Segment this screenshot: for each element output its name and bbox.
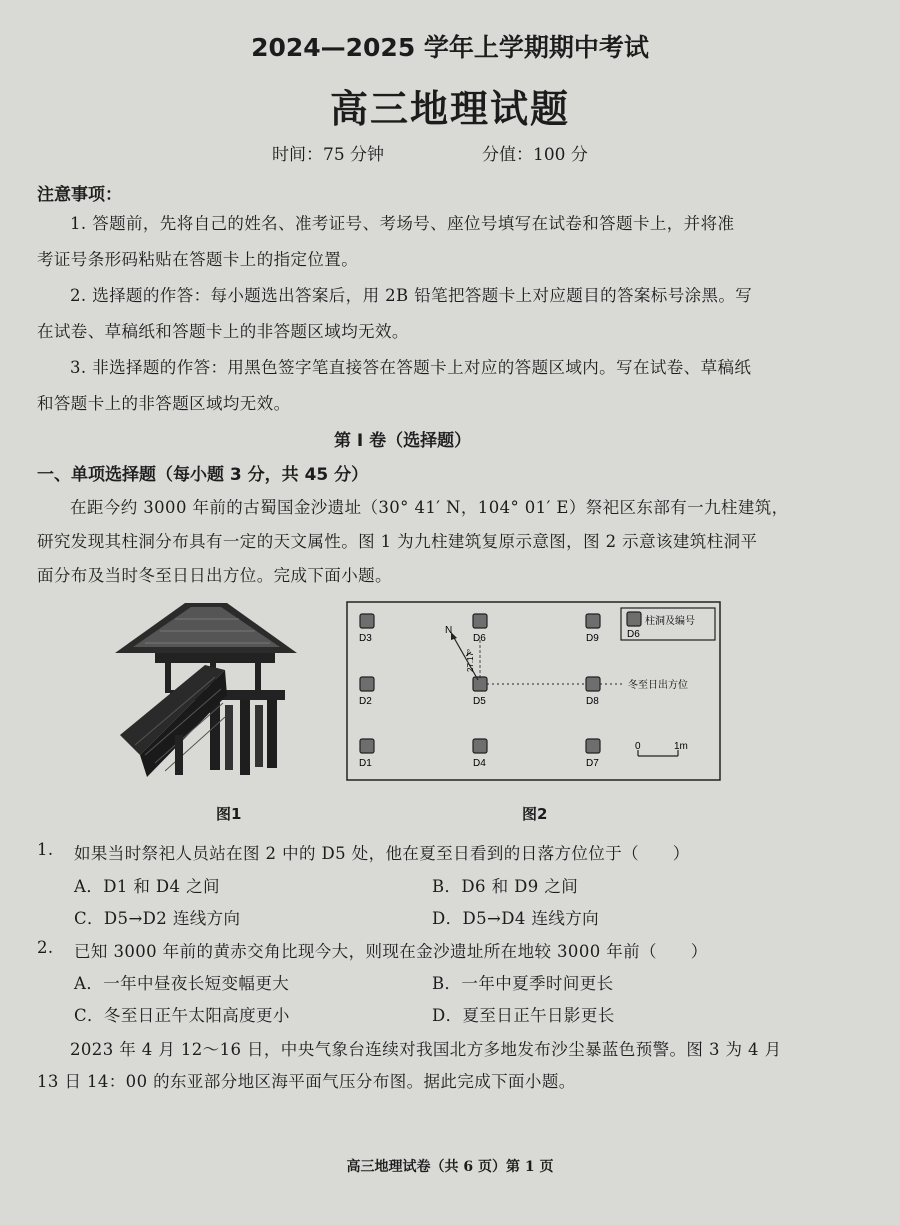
intro-line-3: 面分布及当时冬至日日出方位。完成下面小题。 (37, 566, 392, 585)
legend-sample: D6 (627, 629, 640, 640)
intro-line-2: 研究发现其柱洞分布具有一定的天文属性。图 1 为九柱建筑复原示意图，图 2 示意该建筑柱洞平 (37, 532, 758, 551)
q2-stem: 已知 3000 年前的黄赤交角比现今大，则现在金沙遗址所在地较 3000 年前（ ） (74, 942, 708, 961)
note-3-line-1: 3. 非选择题的作答：用黑色签字笔直接答在答题卡上对应的答题区域内。写在试卷、草稿纸 (70, 358, 752, 377)
note-2-line-1: 2. 选择题的作答：每小题选出答案后，用 2B 铅笔把答题卡上对应题目的答案标号涂黑。写 (70, 286, 753, 305)
figure-1-caption: 图1 (216, 805, 242, 823)
subject-title: 高三地理试题 (329, 87, 570, 131)
volume-title: 第 Ⅰ 卷（选择题） (334, 431, 472, 451)
svg-text:D3: D3 (359, 633, 372, 644)
svg-text:D2: D2 (359, 696, 372, 707)
post-hole-d6 (473, 614, 487, 644)
intro-line-1: 在距今约 3000 年前的古蜀国金沙遗址（30° 41′ N，104° 01′ E）祭祀区东部有一九柱建筑， (70, 498, 789, 517)
next-intro-line-1: 2023 年 4 月 12～16 日，中央气象台连续对我国北方多地发布沙尘暴蓝色预警。图 3 为 4 月 (70, 1040, 782, 1059)
note-1-line-2: 考证号条形码粘贴在答题卡上的指定位置。 (37, 250, 359, 269)
scale-one: 1m (674, 741, 688, 752)
post-hole-plan-diagram (345, 600, 723, 783)
q1-number: 1. (37, 840, 54, 859)
post-hole-d7 (586, 739, 600, 769)
q2-option-a: A．一年中昼夜长短变幅更大 (74, 974, 290, 993)
post-hole-d3 (359, 614, 374, 644)
sunrise-label: 冬至日出方位 (628, 680, 688, 691)
q2-option-b: B．一年中夏季时间更长 (432, 974, 614, 993)
post-hole-d4 (473, 739, 487, 769)
svg-text:D4: D4 (473, 758, 486, 769)
exam-time: 时间：75 分钟 (272, 145, 385, 165)
scale-zero: 0 (635, 741, 641, 752)
svg-text:D5: D5 (473, 696, 486, 707)
note-3-line-2: 和答题卡上的非答题区域均无效。 (37, 394, 291, 413)
exam-score: 分值：100 分 (482, 145, 588, 165)
scale-bar (635, 741, 688, 756)
post-hole-d2 (359, 677, 374, 707)
angle-label: 27.17° (466, 648, 475, 672)
post-hole-d5 (473, 677, 487, 707)
q1-option-c: C．D5→D2 连线方向 (74, 909, 241, 928)
q2-number: 2. (37, 938, 54, 957)
svg-text:D9: D9 (586, 633, 599, 644)
svg-text:D7: D7 (586, 758, 599, 769)
q2-option-c: C．冬至日正午太阳高度更小 (74, 1006, 290, 1025)
nine-pillar-building-illustration (115, 595, 300, 785)
q2-option-d: D．夏至日正午日影更长 (432, 1006, 615, 1025)
post-hole-d1 (359, 739, 374, 769)
notes-heading: 注意事项： (37, 185, 122, 205)
q1-stem: 如果当时祭祀人员站在图 2 中的 D5 处，他在夏至日看到的日落方位位于（ ） (74, 844, 690, 863)
post-hole-d9 (586, 614, 600, 644)
q1-option-d: D．D5→D4 连线方向 (432, 909, 600, 928)
note-1-line-1: 1. 答题前，先将自己的姓名、准考证号、考场号、座位号填写在试卷和答题卡上，并将准 (70, 214, 735, 233)
svg-text:D6: D6 (473, 633, 486, 644)
svg-text:D1: D1 (359, 758, 372, 769)
page-footer: 高三地理试卷（共 6 页）第 1 页 (346, 1159, 554, 1175)
legend-box (621, 608, 715, 640)
part-title: 一、单项选择题（每小题 3 分，共 45 分） (37, 465, 369, 485)
svg-text:D8: D8 (586, 696, 599, 707)
north-label: N (445, 625, 453, 636)
post-hole-d8 (586, 677, 600, 707)
legend-label: 柱洞及编号 (645, 616, 695, 627)
note-2-line-2: 在试卷、草稿纸和答题卡上的非答题区域均无效。 (37, 322, 409, 341)
q1-option-a: A．D1 和 D4 之间 (74, 877, 220, 896)
q1-option-b: B．D6 和 D9 之间 (432, 877, 579, 896)
next-intro-line-2: 13 日 14：00 的东亚部分地区海平面气压分布图。据此完成下面小题。 (37, 1072, 576, 1091)
exam-title: 2024—2025 学年上学期期中考试 (251, 33, 649, 62)
figure-2-caption: 图2 (522, 805, 548, 823)
